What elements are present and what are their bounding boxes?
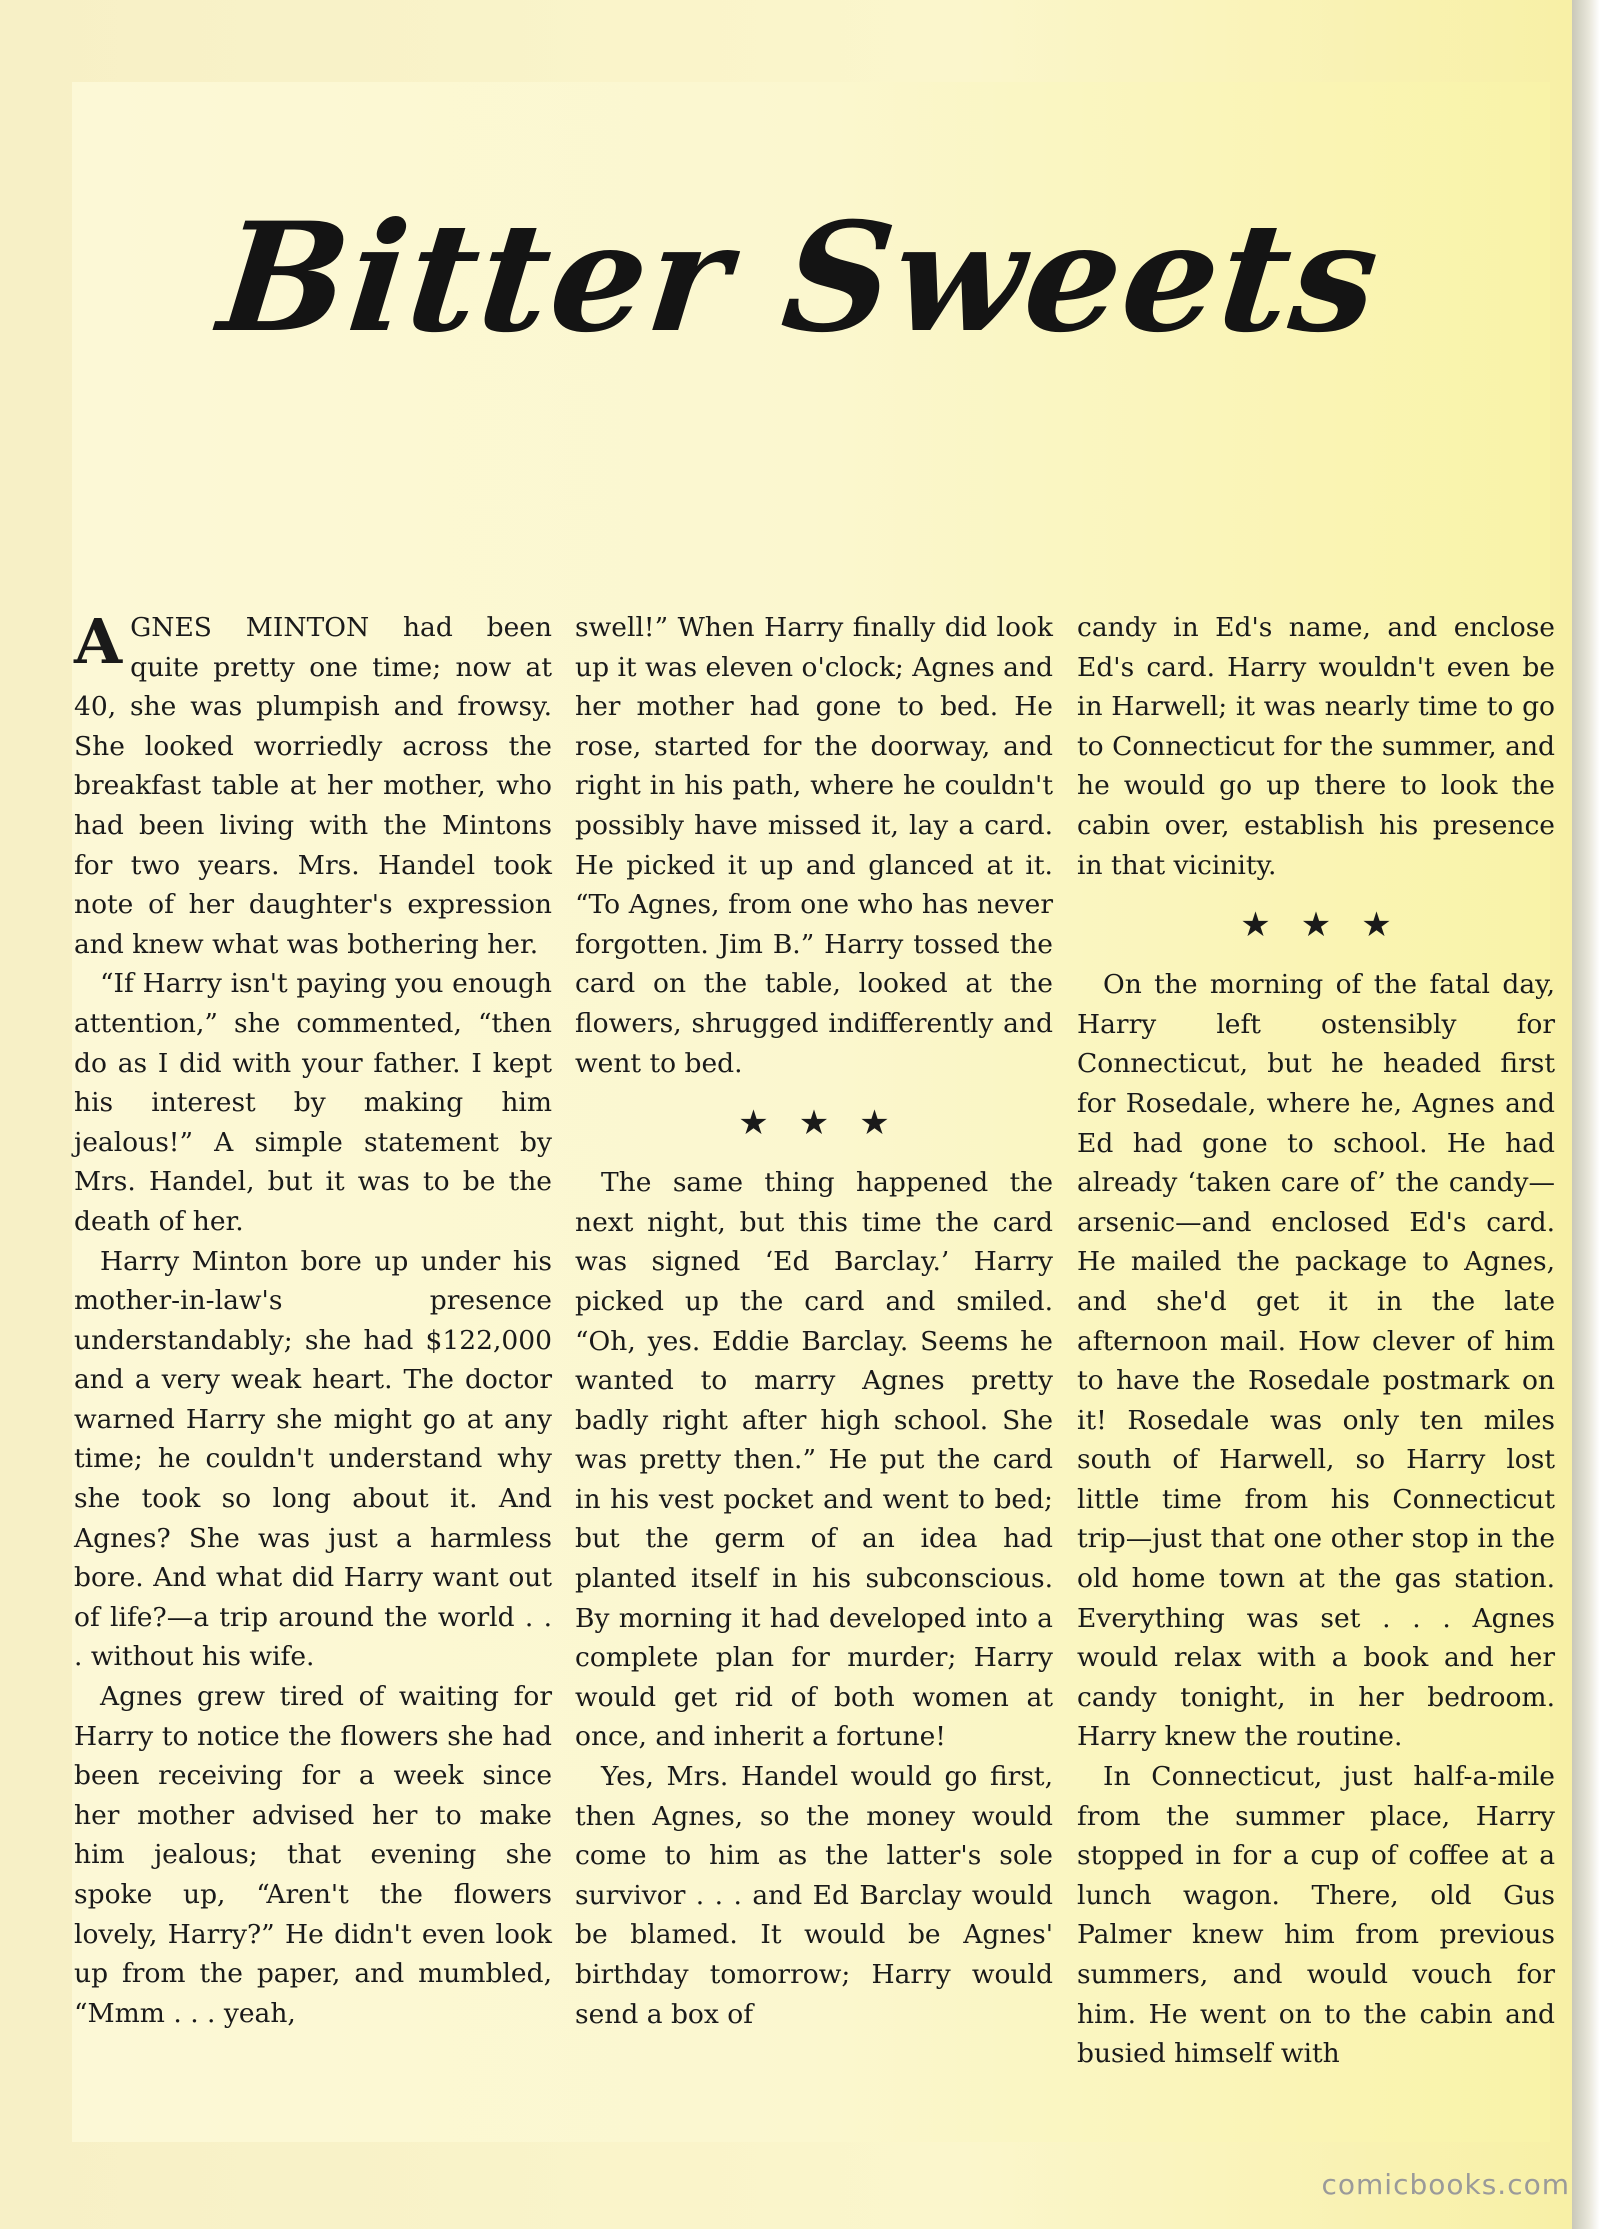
paragraph-3: Harry Minton bore up under his mother-in-law's presence understandably; she had $122,000 and a very weak heart. The doctor warned Harry she might go at any time; he couldn't understand why she took so long about it. And Agnes? She was just a harmless bore. And what did Harry want out of life?—a trip around the world . . . without his wife. (74, 1245, 552, 1673)
paragraph-2: “If Harry isn't paying you enough attention,” she commented, “then do as I did with your father. I kept his interest by making him jealous!” A simple statement by Mrs. Handel, but it was to be the death of her. (74, 968, 552, 1237)
paragraph-7: Yes, Mrs. Handel would go first, then Agnes, so the money would come to him as the latter's sole survivor . . . and Ed Barclay would be blamed. It would be Agnes' birthday tomorrow; Harry would send a box of (575, 1761, 1053, 2030)
column-3 (1077, 608, 1555, 2074)
section-break-stars: ★★★ (738, 1103, 920, 1144)
column-1 (74, 605, 552, 2033)
paragraph-4: Agnes grew tired of waiting for Harry to notice the flowers she had been receiving for a week since her mother advised her to make him jealous; that evening she spoke up, “Aren't the flowers lovely, Harry?” He didn't even look up from the paper, and mumbled, “Mmm . . . yeah, (74, 1681, 552, 2029)
drop-cap: A (74, 605, 123, 678)
paragraph-1: AGNES MINTON had been quite pretty one time; now at 40, she was plumpish and frowsy. She looked worriedly across the breakfast table at her mother, who had been living with the Mintons for two years. Mrs. Handel took note of her daughter's expression and knew what was bothering her. (74, 605, 552, 960)
section-break-stars: ★★★ (1240, 905, 1422, 946)
paragraph-6: The same thing happened the next night, but this time the card was signed ‘Ed Barclay.’ Harry picked up the card and smiled. “Oh, yes. Eddie Barclay. Seems he wanted to marry Agnes pretty badly right after high school. She was pretty then.” He put the card in his vest pocket and went to bed; but the germ of an idea had planted itself in his subconscious. By morning it had developed into a complete plan for murder; Harry would get rid of both women at once, and inherit a fortune! (575, 1167, 1053, 1753)
paragraph-5: swell!” When Harry finally did look up it was eleven o'clock; Agnes and her mother had gone to bed. He rose, started for the doorway, and right in his path, where he couldn't possibly have missed it, lay a card. He picked it up and glanced at it. “To Agnes, from one who has never forgotten. Jim B.” Harry tossed the card on the table, looked at the flowers, shrugged indifferently and went to bed. (575, 612, 1053, 1079)
paragraph-8: candy in Ed's name, and enclose Ed's card. Harry wouldn't even be in Harwell; it was nearly time to go to Connecticut for the summer, and he would go up there to look the cabin over, establish his presence in that vicinity. (1077, 612, 1555, 881)
column-2 (575, 608, 1053, 2034)
watermark: comicbooks.com (1321, 2168, 1570, 2201)
story-title: Bitter Sweets (212, 190, 1388, 366)
paragraph-9: On the morning of the fatal day, Harry left ostensibly for Connecticut, but he headed first for Rosedale, where he, Agnes and Ed had gone to school. He had already ‘taken care of’ the candy—arsenic—and enclosed Ed's card. He mailed the package to Agnes, and she'd get it in the late afternoon mail. How clever of him to have the Rosedale postmark on it! Rosedale was only ten miles south of Harwell, so Harry lost little time from his Connecticut trip—just that one other stop in the old home town at the gas station. Everything was set . . . Agnes would relax with a book and her candy tonight, in her bedroom. Harry knew the routine. (1077, 969, 1555, 1753)
paragraph-10: In Connecticut, just half-a-mile from the summer place, Harry stopped in for a cup of coffee at a lunch wagon. There, old Gus Palmer knew him from previous summers, and would vouch for him. He went on to the cabin and busied himself with (1077, 1761, 1555, 2070)
